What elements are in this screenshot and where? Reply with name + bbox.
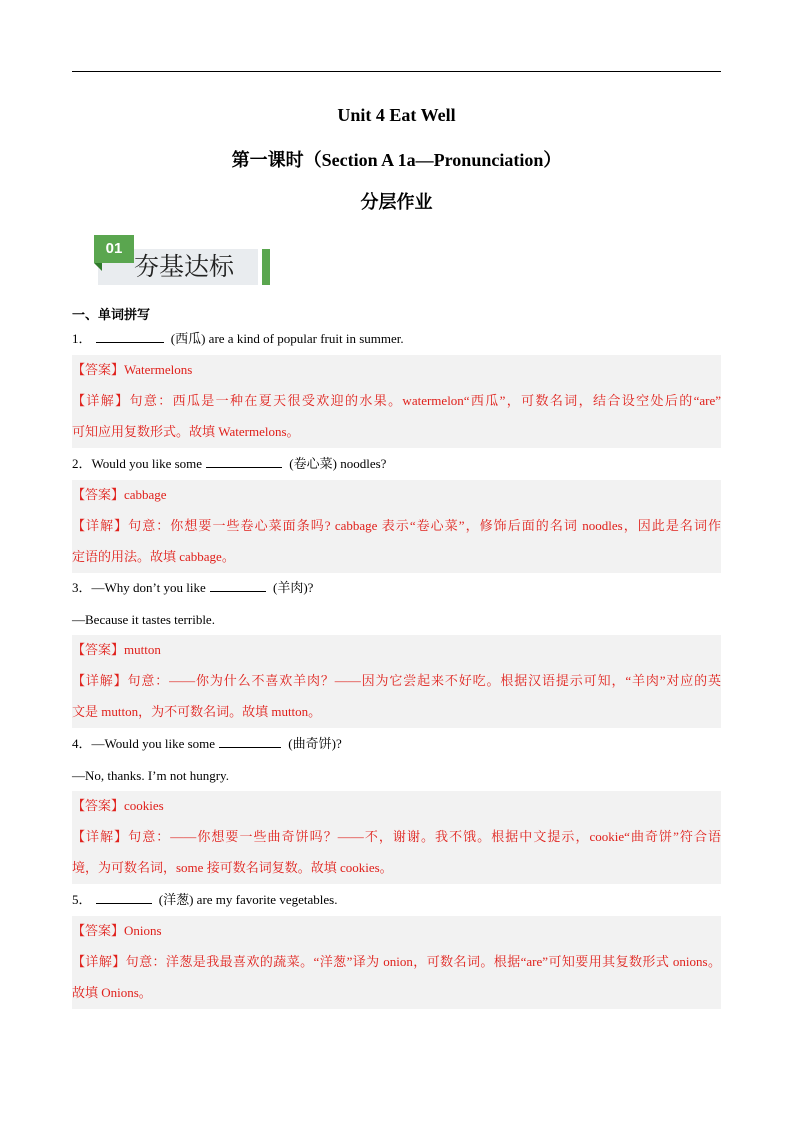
level-badge [86, 232, 272, 288]
detail-line: 【详解】句意：西瓜是一种在夏天很受欢迎的水果。watermelon“西瓜”，可数名词，结合设空处后的“are” [72, 393, 721, 408]
question-text-before: —Why don’t you like [91, 580, 206, 595]
detail-line: 定语的用法。故填 cabbage。 [72, 549, 235, 564]
question-3-reply: —Because it tastes terrible. [72, 612, 215, 627]
header-rule [72, 71, 721, 72]
question-text-before: —Would you like some [91, 736, 216, 751]
question-4 [72, 735, 342, 753]
question-number: 5． [72, 892, 92, 907]
question-text-after: (西瓜) are a kind of popular fruit in summer. [170, 331, 404, 346]
answer-line: 【答案】mutton [72, 642, 161, 657]
answer-line: 【答案】Onions [72, 923, 162, 938]
question-text-after: (洋葱) are my favorite vegetables. [158, 892, 338, 907]
answer-blank[interactable] [96, 891, 152, 904]
question-text-after: (羊肉)? [273, 580, 314, 595]
question-text-after: (卷心菜) noodles? [289, 456, 387, 471]
question-1 [72, 330, 404, 348]
detail-line: 【详解】句意：——你为什么不喜欢羊肉？——因为它尝起来不好吃。根据汉语提示可知，“羊肉”对应的英 [72, 673, 721, 688]
answer-blank[interactable] [210, 579, 266, 592]
part-title: 一、单词拼写 [72, 308, 151, 323]
answer-blank[interactable] [96, 330, 164, 343]
badge-accent-bar [262, 249, 270, 285]
question-number: 2． [72, 456, 92, 471]
detail-line: 【详解】句意：——你想要一些曲奇饼吗？——不，谢谢。我不饿。根据中文提示，cookie“曲奇饼”符合语 [72, 829, 721, 844]
page-title: Unit 4 Eat Well [337, 105, 456, 125]
answer-line: 【答案】Watermelons [72, 362, 193, 377]
answer-block-3 [72, 635, 721, 728]
lesson-subtitle: 第一课时（Section A 1a—Pronunciation） [231, 150, 562, 170]
question-text-before: Would you like some [91, 456, 203, 471]
question-number: 1． [72, 331, 92, 346]
badge-tail [94, 263, 102, 271]
answer-line: 【答案】cookies [72, 798, 164, 813]
answer-blank[interactable] [219, 735, 281, 748]
badge-label: 夯基达标 [134, 252, 235, 281]
answer-block-1 [72, 355, 721, 448]
answer-line: 【答案】cabbage [72, 487, 167, 502]
answer-block-5 [72, 916, 721, 1009]
question-5 [72, 891, 337, 909]
section-heading: 分层作业 [360, 192, 433, 212]
question-4-reply: —No, thanks. I’m not hungry. [72, 768, 229, 783]
detail-line: 境，为可数名词，some 接可数名词复数。故填 cookies。 [72, 860, 393, 875]
question-2 [72, 455, 386, 473]
answer-blank[interactable] [206, 455, 282, 468]
question-3 [72, 579, 313, 597]
detail-line: 文是 mutton，为不可数名词。故填 mutton。 [72, 704, 322, 719]
badge-number: 01 [94, 235, 134, 263]
answer-block-4 [72, 791, 721, 884]
detail-line: 可知应用复数形式。故填 Watermelons。 [72, 424, 300, 439]
detail-line: 故填 Onions。 [72, 985, 152, 1000]
detail-line: 【详解】句意：你想要一些卷心菜面条吗? cabbage 表示“卷心菜”，修饰后面的名词 noodles，因此是名词作 [72, 518, 721, 533]
question-number: 3． [72, 580, 92, 595]
question-text-after: (曲奇饼)? [288, 736, 342, 751]
question-number: 4． [72, 736, 92, 751]
answer-block-2 [72, 480, 721, 573]
detail-line: 【详解】句意：洋葱是我最喜欢的蔬菜。“洋葱”译为 onion，可数名词。根据“are”可知要用其复数形式 onions。 [72, 954, 721, 969]
